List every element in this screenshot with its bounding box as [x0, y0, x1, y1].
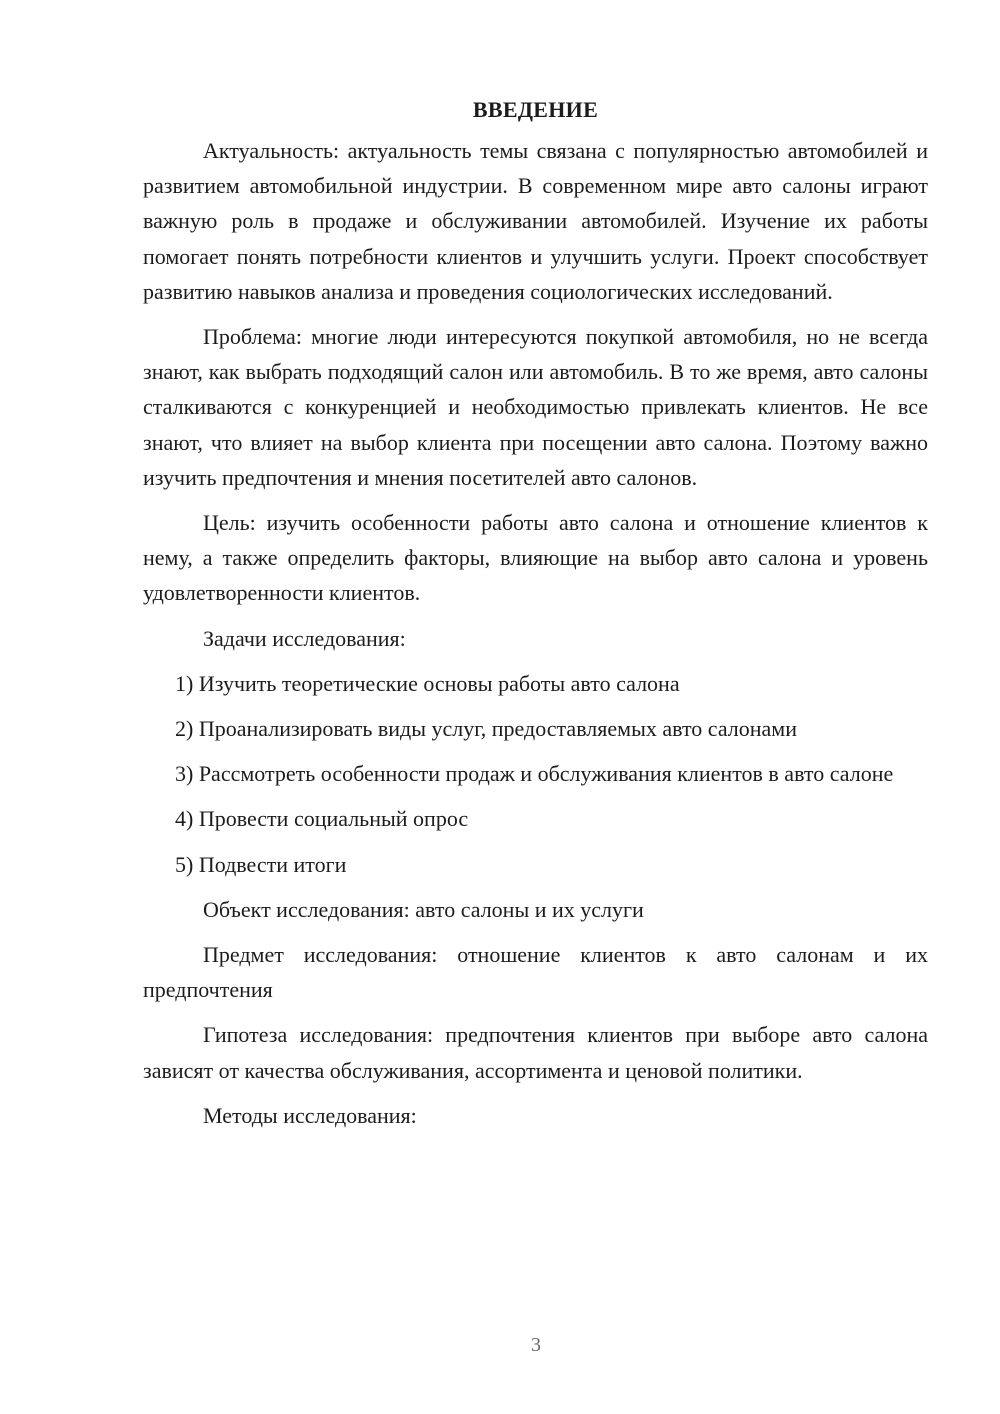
section-title: ВВЕДЕНИЕ [472, 97, 599, 122]
task-item-5: 5) Подвести итоги [175, 851, 347, 877]
task-item-4: 4) Провести социальный опрос [175, 806, 469, 832]
task-item-3: 3) Рассмотреть особенности продаж и обслуживания клиентов в авто салоне [175, 761, 894, 787]
problem-paragraph: Проблема: многие люди интересуются покупкой автомобиля, но не всегда знают, как выбрать подходящий салон или автомобиль. В то же время, авто салоны сталкиваются с конкуренцией и необходимостью привлекать клиентов. Не все знают, что влияет на выбор клиента при посещении авто салона. Поэтому важно изучить предпочтения и мнения посетителей авто салонов. [143, 324, 928, 490]
page-number: 3 [531, 1334, 541, 1356]
task-item-1: 1) Изучить теоретические основы работы авто салона [175, 670, 680, 696]
methods-heading: Методы исследования: [203, 1102, 417, 1128]
task-item-2: 2) Проанализировать виды услуг, предоставляемых авто салонами [175, 716, 797, 742]
page-content [143, 92, 928, 1133]
subject-paragraph: Предмет исследования: отношение клиентов к авто салонам и их предпочтения [143, 942, 928, 1003]
object-paragraph: Объект исследования: авто салоны и их услуги [203, 896, 644, 922]
relevance-paragraph: Актуальность: актуальность темы связана с популярностью автомобилей и развитием автомобильной индустрии. В современном мире авто салоны играют важную роль в продаже и обслуживании автомобилей. Изучение их работы помогает понять потребности клиентов и улучшить услуги. Проект способствует развитию навыков анализа и проведения социологических исследований. [143, 138, 928, 304]
goal-paragraph: Цель: изучить особенности работы авто салона и отношение клиентов к нему, а также определить факторы, влияющие на выбор авто салона и уровень удовлетворенности клиентов. [143, 510, 928, 606]
tasks-heading: Задачи исследования: [203, 625, 406, 651]
hypothesis-paragraph: Гипотеза исследования: предпочтения клиентов при выборе авто салона зависят от качества обслуживания, ассортимента и ценовой политики. [143, 1022, 928, 1083]
